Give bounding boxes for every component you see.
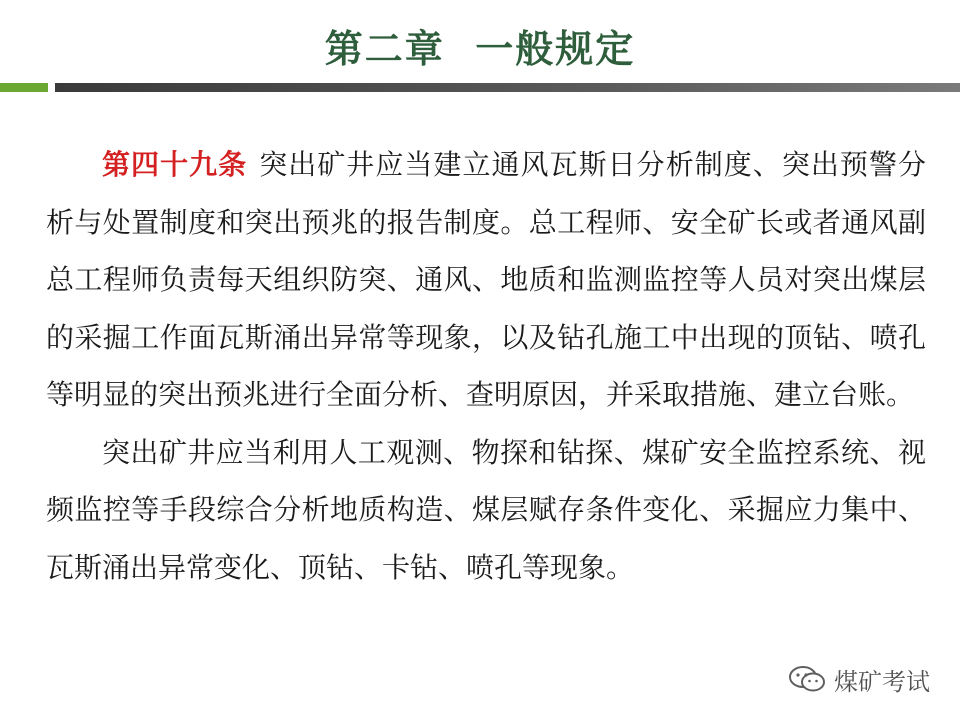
paragraph-1-text: 突出矿井应当建立通风瓦斯日分析制度、突出预警分析与处置制度和突出预兆的报告制度。总工程师、安全矿长或者通风副总工程师负责每天组织防突、通风、地质和监测监控等人员对突出煤层的采掘工作面瓦斯涌出异常等现象，以及钻孔施工中出现的顶钻、喷孔等明显的突出预兆进行全面分析、查明原因，并采取措施、建立台账。 <box>46 148 926 411</box>
watermark <box>788 664 930 694</box>
divider-dark-segment <box>55 83 960 92</box>
title-divider <box>0 83 960 92</box>
paragraph-1 <box>46 136 926 424</box>
page-title: 第二章 一般规定 <box>324 26 636 71</box>
article-number: 第四十九条 <box>102 148 248 181</box>
watermark-text: 煤矿考试 <box>834 667 930 696</box>
wechat-icon <box>788 665 826 693</box>
paragraph-2: 突出矿井应当利用人工观测、物探和钻探、煤矿安全监控系统、视频监控等手段综合分析地质构造、煤层赋存条件变化、采掘应力集中、瓦斯涌出异常变化、顶钻、卡钻、喷孔等现象。 <box>46 435 926 584</box>
divider-green-segment <box>0 83 48 92</box>
body-text <box>46 136 926 596</box>
